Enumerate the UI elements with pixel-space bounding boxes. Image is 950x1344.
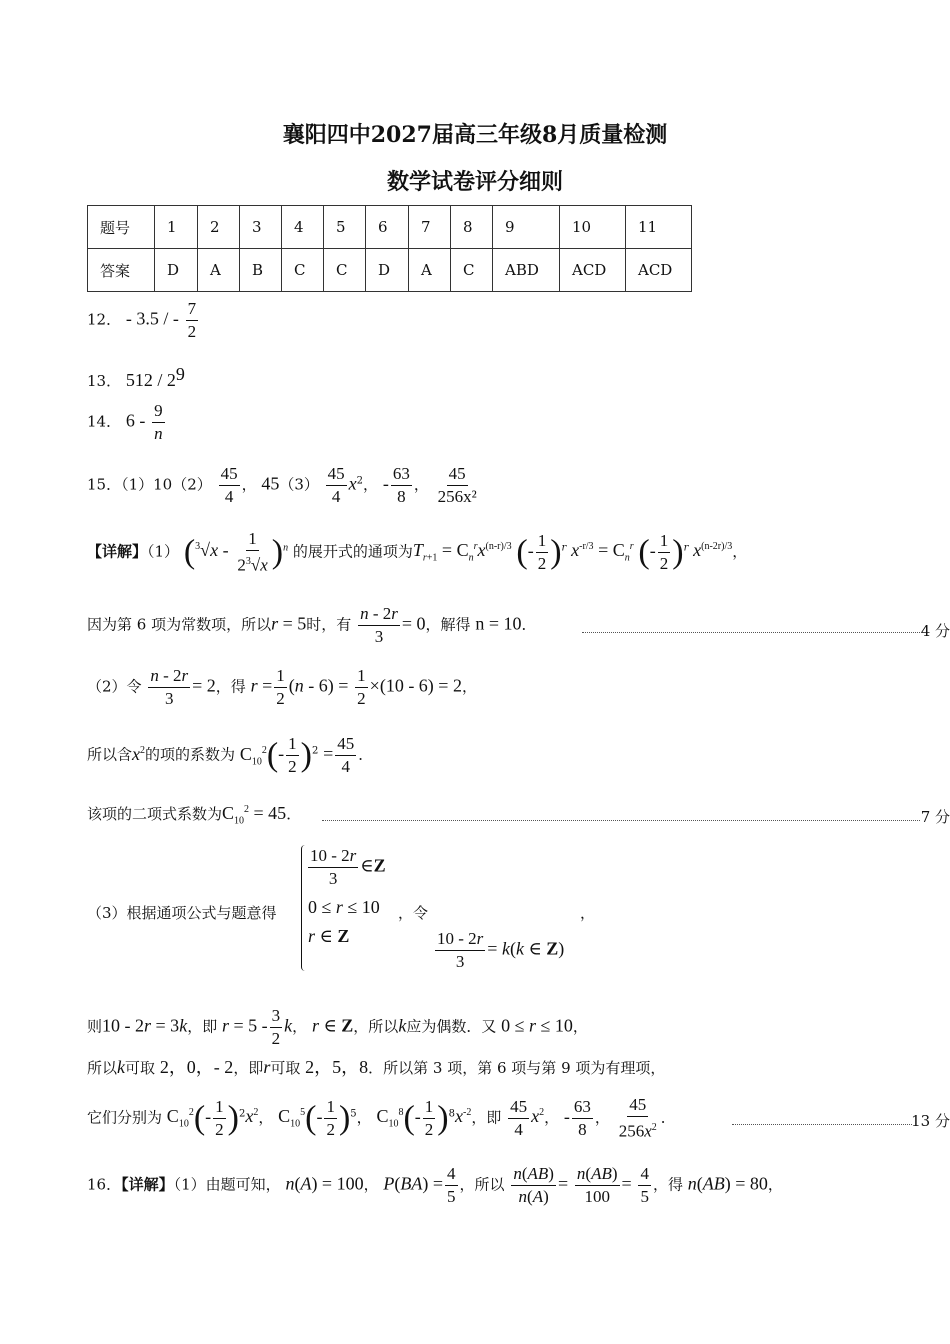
table-header-cell: 题号 xyxy=(88,206,155,249)
dot-leader xyxy=(582,632,920,633)
system-eq-3: r ∈ Z xyxy=(308,926,350,946)
score-mark: 7 分 xyxy=(920,808,950,826)
detail-line-1: 【详解】（1） ($^3$√x - $\frac{1}{2^3√x}$ )$^n$ 的展开式的通项为$T_{r+1} = C_n^rx^{(n-r)/3}$ (- $\frac{1}{2}$ )$^r$ $x^{-r/3} = C_n^r$ (- $\frac{1}{2}$ )$^r$ $x^{(n-2r)/3}$， xyxy=(87,529,748,575)
table-cell: 6 xyxy=(366,206,409,249)
answer-13: 13． $512 / 2^9$ xyxy=(87,364,185,390)
table-cell: 4 xyxy=(282,206,324,249)
table-cell: A xyxy=(409,249,451,292)
table-cell: C xyxy=(282,249,324,292)
detail-line-5: 该项的二项式系数为$C_{10}^2 = 45$． xyxy=(87,803,302,827)
table-cell: C xyxy=(451,249,493,292)
table-row xyxy=(88,249,692,292)
score-mark: 4 分 xyxy=(920,622,950,640)
table-cell: D xyxy=(366,249,409,292)
table-cell: 11 xyxy=(626,206,692,249)
table-cell: 5 xyxy=(324,206,366,249)
table-cell: 9 xyxy=(493,206,560,249)
system-eq-1: $\frac{10 - 2r}{3}$ ∈Z xyxy=(310,846,386,888)
table-cell: 8 xyxy=(451,206,493,249)
table-cell: 7 xyxy=(409,206,451,249)
answer-16: 16．【详解】（1）由题可知， n(A) = 100， P(BA) = $\frac{4}{5}$ ，所以 $\frac{n(AB)}{n(A)}$ = $\frac{n(AB)}{100}$ = $\frac{4}{5}$ ，得 n(AB) = 80， xyxy=(87,1164,783,1206)
table-cell: ABD xyxy=(493,249,560,292)
system-eq-2: 0 ≤ r ≤ 10 xyxy=(308,897,380,917)
answer-14: 14． 6 - $\frac{9}{n}$ xyxy=(87,401,163,443)
score-mark: 13 分 xyxy=(911,1112,950,1130)
let-eq: $\frac{10 - 2r}{3}$ = k(k ∈ Z) xyxy=(437,929,565,971)
answer-table xyxy=(87,205,692,292)
table-cell: 10 xyxy=(560,206,626,249)
page-title: 襄阳四中2027届高三年级8月质量检测 xyxy=(282,122,668,148)
answer-15: 15．（1）10（2） $\frac{45}{4}$ ， 45（3） $\frac{45}{4}$ $x^2$， - $\frac{63}{8}$ ， $\frac{45}{\text{256x²}}$ xyxy=(87,464,477,506)
table-cell: 1 xyxy=(155,206,198,249)
table-cell: B xyxy=(240,249,282,292)
table-cell: A xyxy=(198,249,240,292)
table-cell: 2 xyxy=(198,206,240,249)
detail-line-6: （3）根据通项公式与题意得 xyxy=(87,904,277,922)
detail-line-6b: ，令 xyxy=(398,904,429,922)
table-cell: ACD xyxy=(626,249,692,292)
detail-line-7: 则10 - 2r = 3k，即 r = 5 - $\frac{3}{2}$ k， r ∈ Z，所以k应为偶数．又 0 ≤ r ≤ 10， xyxy=(87,1006,588,1048)
detail-line-9: 它们分别为 $C_{10}^2(-$ $\frac{1}{2}$ )$^2x^2$， $C_{10}^5(-$ $\frac{1}{2}$ )$^5$， $C_{10}^8(-$ $\frac{1}{2}$ )$^8x^{-2}$，即 $\frac{45}{4}$ $x^2$， - $\frac{63}{8}$ ， $\frac{45}{256x^2}$ ． xyxy=(87,1095,676,1141)
dot-leader xyxy=(732,1124,912,1125)
table-row xyxy=(88,206,692,249)
table-cell: C xyxy=(324,249,366,292)
answer-12: 12． - 3.5 / - $\frac{7}{2}$ xyxy=(87,299,197,341)
detail-line-8: 所以k可取 2，0，- 2，即r可取 2，5，8．所以第 3 项，第 6 项与第 9 项为有理项， xyxy=(87,1057,666,1077)
page-subtitle: 数学试卷评分细则 xyxy=(386,169,563,195)
dot-leader xyxy=(322,820,920,821)
detail-line-2: 因为第 6 项为常数项，所以r = 5时，有 $\frac{n - 2r}{3}$ = 0，解得 n = 10． xyxy=(87,604,537,646)
table-cell: ACD xyxy=(560,249,626,292)
table-cell: 3 xyxy=(240,206,282,249)
table-cell: D xyxy=(155,249,198,292)
detail-line-3: （2）令 $\frac{n - 2r}{3}$ = 2，得 r = $\frac{1}{2}$ (n - 6) = $\frac{1}{2}$ ×(10 - 6) = 2， xyxy=(87,666,477,708)
table-header-cell: 答案 xyxy=(88,249,155,292)
detail-line-4: 所以含$x^2$的项的系数为 $C_{10}^2(-$ $\frac{1}{2}$ )$^2$ = $\frac{45}{4}$ ． xyxy=(87,734,374,776)
